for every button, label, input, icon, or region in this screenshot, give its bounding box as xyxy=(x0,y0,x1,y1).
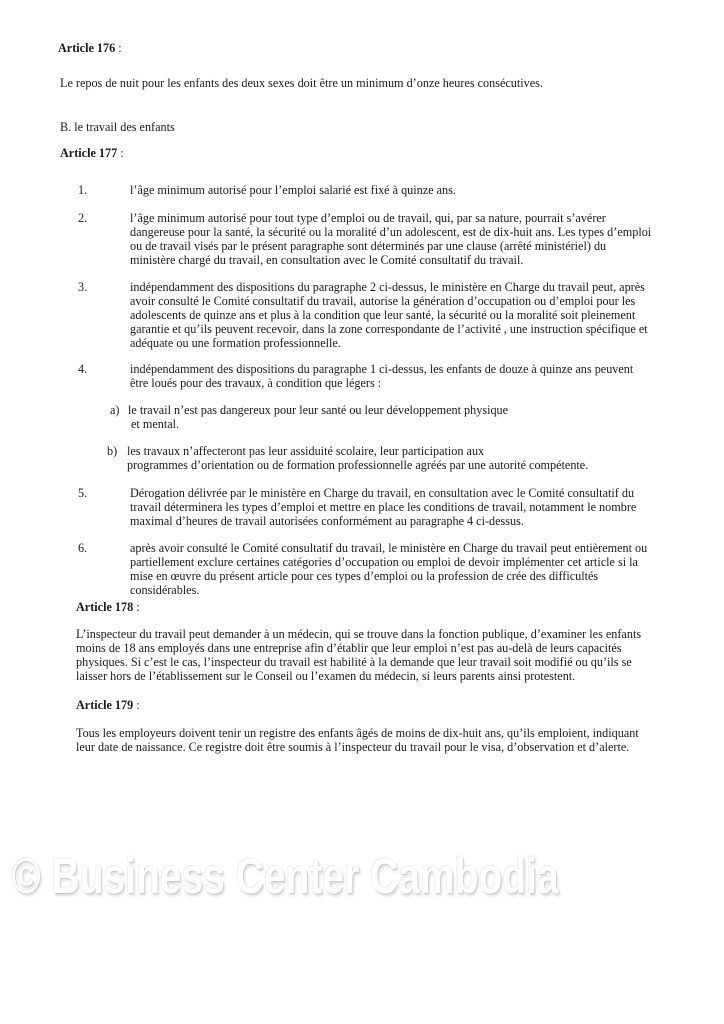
item-text xyxy=(130,280,690,350)
heading-colon: : xyxy=(117,146,124,160)
text-line: considérables. xyxy=(130,583,200,597)
heading-colon: : xyxy=(115,41,122,55)
text-line: ministère chargé du travail, en consultation avec le Comité consultatif du travail. xyxy=(130,253,524,267)
sub-item-label: a) xyxy=(110,403,120,417)
sub-item-label: b) xyxy=(107,444,118,458)
text-line: programmes d’orientation ou de formation professionnelle agréés par une autorité compétente. xyxy=(127,458,589,472)
text-line: travail déterminera les types d’emploi et mettre en place les conditions de travail, notamment le nombre xyxy=(130,500,637,514)
article-178-body xyxy=(76,627,696,683)
item-text xyxy=(130,486,690,528)
item-number: 5. xyxy=(78,486,88,500)
text-line: être loués pour des travaux, à condition que légers : xyxy=(130,376,382,390)
item-number: 1. xyxy=(78,183,88,197)
text-line: indépendamment des dispositions du paragraphe 1 ci-dessus, les enfants de douze à quinze ans peuvent xyxy=(130,362,634,376)
text-line: les travaux n’affecteront pas leur assiduité scolaire, leur participation aux xyxy=(127,444,485,458)
text-line: adéquate ou une formation professionnelle. xyxy=(130,336,341,350)
item-number: 6. xyxy=(78,541,88,555)
watermark: © Business Center Cambodia xyxy=(12,848,559,904)
text-line: leur date de naissance. Ce registre doit être soumis à l’inspecteur du travail pour le visa, d’observation et d’alerte. xyxy=(76,740,630,754)
article-177-heading xyxy=(60,146,124,160)
item-number: 2. xyxy=(78,211,88,225)
article-178-heading xyxy=(76,600,140,614)
text-line: adolescents de quinze ans et plus à la condition que leur santé, la sécurité ou la moralité soit pleinement xyxy=(130,308,636,322)
text-line: Dérogation délivrée par le ministère en Charge du travail, en consultation avec le Comité consultatif du xyxy=(130,486,635,500)
text-line: dangereuse pour la santé, la sécurité ou la moralité d’un adolescent, est de dix-huit ans. Les types d’emploi xyxy=(130,225,652,239)
text-line: partiellement exclure certaines catégories d’occupation ou emploi de devoir implémenter cet article si la xyxy=(130,555,638,569)
item-text: l’âge minimum autorisé pour l’emploi salarié est fixé à quinze ans. xyxy=(130,183,456,197)
article-179-title: Article 179 xyxy=(76,698,134,712)
article-176-body: Le repos de nuit pour les enfants des deux sexes doit être un minimum d’onze heures consécutives. xyxy=(60,76,543,90)
text-line: et mental. xyxy=(131,417,180,431)
text-line: Tous les employeurs doivent tenir un registre des enfants âgés de moins de dix-huit ans, qu’ils emploient, indiquant xyxy=(76,726,639,740)
sub-item-text xyxy=(127,444,687,472)
text-line: ou de travail visés par le présent paragraphe sont déterminés par une clause (arrêté ministériel) du xyxy=(130,239,607,253)
text-line: garantie et qu’ils peuvent recevoir, dans la zone correspondante de l’activité , une instruction spécifique et xyxy=(130,322,648,336)
article-179-heading xyxy=(76,698,140,712)
item-number: 4. xyxy=(78,362,88,376)
item-text xyxy=(130,211,690,267)
item-number: 3. xyxy=(78,280,88,294)
text-line: physiques. Si c’est le cas, l’inspecteur du travail est habilité à la demande que leur travail soit modifié ou qu’ils se xyxy=(76,655,632,669)
article-176-heading xyxy=(58,41,122,55)
text-line: mise en œuvre du présent article pour ces types d’emploi ou la profession de crée des difficultés xyxy=(130,569,599,583)
article-176-title: Article 176 xyxy=(58,41,116,55)
item-text xyxy=(130,362,690,390)
text-line: laisser hors de l’établissement sur le Conseil ou l’examen du médecin, si leurs parents ainsi protestent. xyxy=(76,669,576,683)
heading-colon: : xyxy=(133,698,140,712)
article-179-body xyxy=(76,726,696,754)
text-line: après avoir consulté le Comité consultatif du travail, le ministère en Charge du travail peut entièrement ou xyxy=(130,541,648,555)
heading-colon: : xyxy=(133,600,140,614)
text-line: moins de 18 ans employés dans une entreprise afin d’établir que leur emploi n’est pas au-delà de leurs capacités xyxy=(76,641,622,655)
text-line: maximal d’heures de travail autorisées conformément au paragraphe 4 ci-dessus. xyxy=(130,514,524,528)
section-b-title: B. le travail des enfants xyxy=(60,120,175,134)
sub-item-text xyxy=(128,403,668,431)
text-line: l’âge minimum autorisé pour tout type d’emploi ou de travail, qui, par sa nature, pourrait s’avérer xyxy=(130,211,606,225)
article-177-title: Article 177 xyxy=(60,146,118,160)
text-line: L’inspecteur du travail peut demander à un médecin, qui se trouve dans la fonction publique, d’examiner les enfants xyxy=(76,627,642,641)
text-line: le travail n’est pas dangereux pour leur santé ou leur développement physique xyxy=(128,403,509,417)
text-line: avoir consulté le Comité consultatif du travail, autorise la génération d’occupation ou d’emploi pour les xyxy=(130,294,636,308)
text-line: indépendamment des dispositions du paragraphe 2 ci-dessus, le ministère en Charge du travail peut, après xyxy=(130,280,645,294)
item-text xyxy=(130,541,690,597)
article-178-title: Article 178 xyxy=(76,600,134,614)
